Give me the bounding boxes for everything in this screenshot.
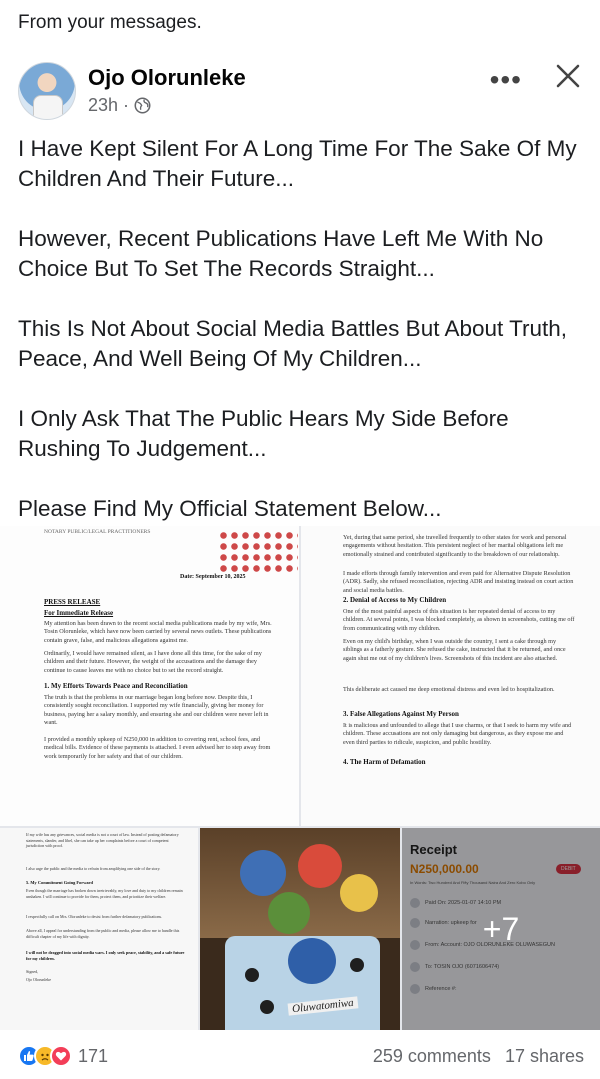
- doc-paragraph: My attention has been drawn to the recent social media publications made by my wife, Mrs. Tosin Olorunleke, which have now been carried by several news outlets. These publications contain grave, false, and malicious allegations against me.: [44, 620, 272, 644]
- engagement-bar: [18, 1042, 584, 1070]
- pup-topper: [240, 850, 286, 896]
- receipt-words-text: In Words: Two Hundred And Fifty Thousand Naira And Zero Kobo Only: [410, 880, 536, 885]
- paw-icon: [350, 958, 364, 972]
- reaction-summary[interactable]: [18, 1045, 108, 1067]
- birthday-cake-photo[interactable]: [200, 828, 400, 1030]
- doc-paragraph: One of the most painful aspects of this situation is her repeated denial of access to my children. At several points, I was blocked completely, as shown in screenshots, cutting me off from communicating with my children.: [343, 608, 575, 632]
- receipt-from: From: Account: OJO OLORUNLEKE OLUWASEGUN: [425, 942, 555, 948]
- avatar-figure: [33, 95, 63, 120]
- chase-topper: [288, 938, 336, 984]
- doc-paragraph: I made efforts through family intervention and even paid for Alternative Dispute Resolution (ADR). Sadly, she refused reconciliation, rejecting ADR and insisting instead on court action and social media battles.: [343, 570, 574, 594]
- doc-paragraph: Above all, I appeal for understanding from the public and media, please allow me to handle this difficult chapter of my life with dignity.: [26, 928, 180, 939]
- doc-paragraph: Even on my child's birthday, when I was outside the country, I sent a cake through my siblings as a fatherly gesture. She refused the cake, instructed that it be returned, and once again shut me out of my children's lives. Screenshots of this incident are also attached.: [343, 638, 566, 662]
- globe-icon: [134, 97, 151, 114]
- engagement-counts: [373, 1046, 584, 1067]
- statement-page-3-photo[interactable]: [0, 828, 198, 1030]
- doc-section: 5. My Commitment Going Forward: [26, 880, 93, 885]
- doc-paragraph: It is malicious and unfounded to allege that I use charms, or that I seek to harm my wife and children. These accusations are not only damaging but dangerous, as they expose me and even third parties to ridicule, suspicion, and public hostility.: [343, 722, 572, 746]
- post-meta: [88, 95, 151, 116]
- doc-immediate: For Immediate Release: [44, 609, 114, 617]
- receipt-to: To: TOSIN OJO (6071606474): [425, 964, 500, 970]
- receipt-badge: DEBIT: [556, 864, 581, 874]
- more-options-icon[interactable]: •••: [489, 64, 522, 95]
- receipt-reference: Reference #:: [425, 986, 457, 992]
- doc-paragraph: I respectfully call on Mrs. Olorunleke to desist from further defamatory publications.: [26, 914, 163, 919]
- doc-section: 4. The Harm of Defamation: [343, 758, 426, 766]
- letterhead: NOTARY PUBLIC/LEGAL PRACTITIONERS: [44, 529, 151, 535]
- love-reaction-icon: [50, 1045, 72, 1067]
- doc-closing: I will not be dragged into social media wars. I only seek peace, stability, and a safe future for my children.: [26, 950, 185, 961]
- receipt-amount: N250,000.00: [410, 862, 479, 876]
- statement-page-1-photo[interactable]: [0, 526, 299, 826]
- post-body: [18, 134, 588, 554]
- avatar[interactable]: [18, 62, 76, 120]
- reaction-count: 171: [78, 1045, 109, 1066]
- doc-paragraph: Yet, during that same period, she travelled frequently to other states for work and personal engagements without hesitation. This persistent neglect of her marital obligations left me emotionally strained and contributed significantly to the breakdown of our relationship.: [343, 534, 567, 558]
- meta-separator: ·: [123, 95, 130, 115]
- post-paragraph: I Have Kept Silent For A Long Time For The Sake Of My Children And Their Future...: [18, 136, 577, 191]
- doc-section: 3. False Allegations Against My Person: [343, 710, 459, 718]
- heart-icon: [55, 1050, 67, 1062]
- post-paragraph: I Only Ask That The Public Hears My Side Before Rushing To Judgement...: [18, 406, 509, 461]
- doc-paragraph: If my wife has any grievances, social media is not a court of law. Instead of posting defamatory statements, slander, and libel, she can take up her complaints before a court of competent jurisdiction with proof.: [26, 832, 179, 849]
- doc-date: Date: September 10, 2025: [180, 574, 246, 580]
- post-time[interactable]: 23h: [88, 95, 119, 115]
- pup-topper: [340, 874, 378, 912]
- author-name[interactable]: Ojo Olorunleke: [88, 65, 246, 90]
- comments-count[interactable]: 259 comments: [372, 1045, 491, 1066]
- statement-page-2-photo[interactable]: [301, 526, 600, 826]
- paw-icon: [260, 1000, 274, 1014]
- doc-section: 1. My Efforts Towards Peace and Reconciliation: [44, 682, 188, 690]
- post-header: [18, 62, 588, 122]
- receipt-paid-on: Paid On: 2025-01-07 14:10 PM: [425, 900, 502, 906]
- doc-paragraph: Ordinarily, I would have remained silent, as I have done all this time, for the sake of my children and their future. However, the weight of the accusations and the damage they continue to cause leaves me with no choice but to set the record straight.: [44, 650, 262, 674]
- post-paragraph: Please Find My Official Statement Below...: [18, 496, 442, 521]
- doc-paragraph: Even though the marriage has broken down irretrievably, my love and duty to my children remain unshaken. I will continue to provide for them, protect them, and prioritize their welfare.: [26, 888, 183, 899]
- doc-paragraph: The truth is that the problems in our marriage began long before now. Despite this, I consistently sought reconciliation. I supported my wife financially, giving her money for business, paying her a salary monthly, and ensuring she and our children were never left in want.: [44, 694, 269, 727]
- receipt-photo[interactable]: [402, 828, 600, 1030]
- more-photos-overlay[interactable]: +7: [402, 828, 600, 1030]
- paw-icon: [245, 968, 259, 982]
- doc-paragraph: I provided a monthly upkeep of N250,000 in addition to covering rent, school fees, and medical bills. Evidence of these payments is attached. I even advised her to step away from work temporarily for her safety and that of our children.: [44, 736, 271, 760]
- photo-grid: [0, 526, 600, 1030]
- post-paragraph: This Is Not About Social Media Battles But About Truth, Peace, And Well Being Of My Children...: [18, 316, 568, 371]
- receipt-narration: Narration: upkeep for: [425, 920, 477, 926]
- shares-count[interactable]: 17 shares: [504, 1045, 584, 1066]
- doc-paragraph: I also urge the public and the media to refrain from amplifying one side of the story.: [26, 866, 161, 871]
- pup-topper: [298, 844, 342, 888]
- letterhead-dots: [218, 530, 298, 574]
- doc-section: 2. Denial of Access to My Children: [343, 596, 447, 604]
- doc-paragraph: This deliberate act caused me deep emotional distress and even led to hospitalization.: [343, 686, 555, 693]
- post-paragraph: However, Recent Publications Have Left Me With No Choice But To Set The Records Straight...: [18, 226, 544, 281]
- close-icon[interactable]: [552, 60, 584, 92]
- cake-name: Oluwatomiwa: [288, 996, 359, 1015]
- context-label: From your messages.: [18, 12, 202, 33]
- receipt-title: Receipt: [410, 842, 457, 857]
- doc-signature: Ojo Olorunleke: [26, 977, 51, 982]
- pup-topper: [268, 892, 310, 934]
- doc-release: PRESS RELEASE: [44, 598, 101, 606]
- doc-signed: Signed,: [26, 969, 39, 974]
